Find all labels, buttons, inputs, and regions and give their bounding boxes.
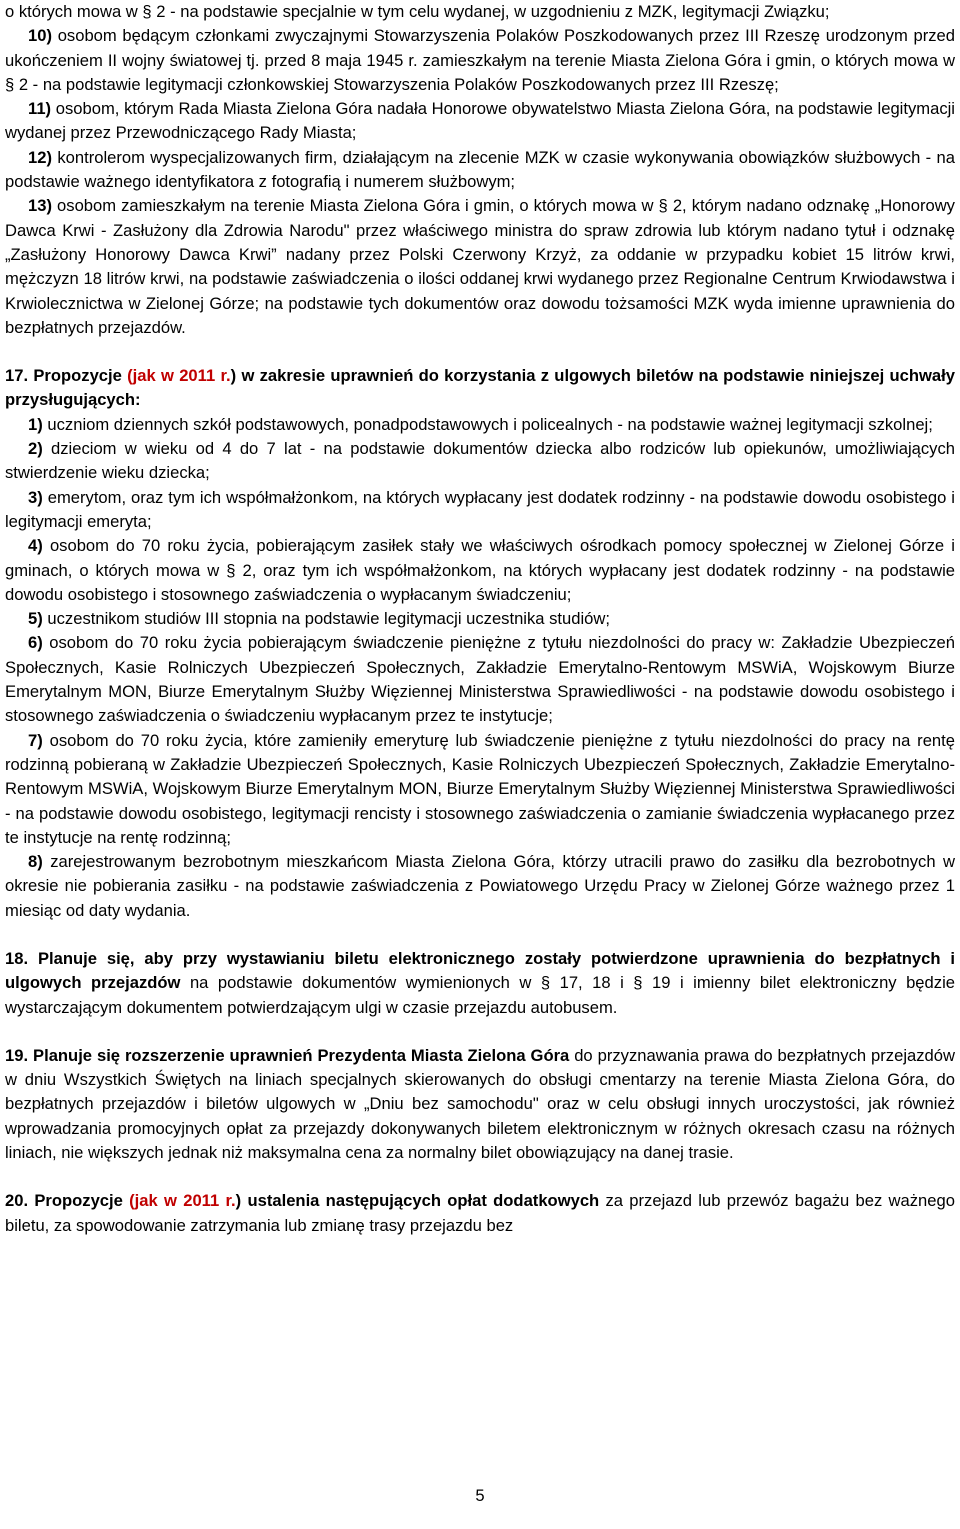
item-text: kontrolerom wyspecjalizowanych firm, działającym na zlecenie MZK w czasie wykonywania obowiązków służbowych - na podstawie ważnego identyfikatora z fotografią i numerem służbowym; bbox=[5, 147, 955, 192]
item-number: 4) bbox=[28, 536, 43, 556]
list-item bbox=[5, 534, 955, 607]
list-item bbox=[5, 413, 955, 437]
item-number: 8) bbox=[28, 852, 43, 872]
list-item-10 bbox=[5, 24, 955, 97]
section-title: ustalenia następujących opłat dodatkowych bbox=[247, 1191, 600, 1211]
list-item-11 bbox=[5, 97, 955, 146]
section-18 bbox=[5, 947, 955, 1020]
list-item bbox=[5, 729, 955, 850]
year-note: (jak w 2011 r. bbox=[127, 366, 231, 386]
item-text: osobom do 70 roku życia, pobierającym zasiłek stały we właściwych ośrodkach pomocy społecznej w Zielonej Górze i gminach, o których mowa w § 2, oraz tym ich współmałżonkom, na których wypłacany jest dodatek rodzinny - na podstawie dowodu osobistego i stosownego zaświadczenia o wypłacanym świadczeniu; bbox=[5, 536, 955, 604]
list-item bbox=[5, 486, 955, 535]
list-item bbox=[5, 850, 955, 923]
item-number: 3) bbox=[28, 487, 43, 507]
list-item bbox=[5, 607, 955, 631]
page-number: 5 bbox=[475, 1486, 485, 1505]
item-number: 7) bbox=[28, 730, 43, 750]
item-text: emerytom, oraz tym ich współmałżonkom, na których wypłacany jest dodatek rodzinny - na podstawie dowodu osobistego i legitymacji emeryta; bbox=[5, 487, 955, 531]
list-item-12 bbox=[5, 146, 955, 195]
section-19-text: do przyznawania prawa do bezpłatnych przejazdów w dniu Wszystkich Świętych na liniach specjalnych skierowanych do obsługi cmentarzy na terenie Miasta Zielona Góra, do bezpłatnych przejazdów i biletów ulgowych w „Dniu bez samochodu" oraz w celu obsługi innych uroczystości, jak również wprowadzania promocyjnych opłat za przejazdy dokonywanych biletem elektronicznym w różnych okresach czasu na różnych liniach, nie większych jednak niż maksymalna cena za normalny bilet obowiązujący na danej trasie. bbox=[5, 1045, 955, 1163]
item-text: zarejestrowanym bezrobotnym mieszkańcom Miasta Zielona Góra, którzy utracili prawo do zasiłku dla bezrobotnych w okresie nie pobierania zasiłku - na podstawie zaświadczenia z Powiatowego Urzędu Pracy w Zielonej Górze ważnego przez 1 miesiąc od daty wydania. bbox=[5, 852, 955, 920]
section-20 bbox=[5, 1189, 955, 1238]
item-text: osobom będącym członkami zwyczajnymi Stowarzyszenia Polaków Poszkodowanych przez III Rzeszę urodzonym przed ukończeniem II wojny światowej tj. przed 8 maja 1945 r. zamieszkałym na terenie Miasta Zielona Góra i gmin, o których mowa w § 2 - na podstawie legitymacji członkowskiej Stowarzyszenia Polaków Poszkodowanych przez III Rzeszę; bbox=[5, 26, 955, 94]
section-17-heading bbox=[5, 364, 955, 413]
year-note-close: ) bbox=[230, 366, 237, 386]
paragraph-continuation: o których mowa w § 2 - na podstawie specjalnie w tym celu wydanej, w uzgodnieniu z MZK, legitymacji Związku; bbox=[5, 2, 830, 21]
item-number: 12) bbox=[28, 147, 52, 167]
section-title: w zakresie uprawnień do korzystania z ulgowych biletów na podstawie niniejszej uchwały przysługujących: bbox=[5, 366, 955, 410]
section-17-list bbox=[5, 413, 955, 923]
item-number: 6) bbox=[28, 633, 43, 653]
item-number: 1) bbox=[28, 414, 43, 434]
item-number: 13) bbox=[28, 196, 52, 216]
list-item-13 bbox=[5, 194, 955, 340]
item-text: osobom do 70 roku życia, które zamieniły emeryturę lub świadczenie pieniężne z tytułu niezdolności do pracy na rentę rodzinną pobieraną w Zakładzie Ubezpieczeń Społecznych, Kasie Rolniczych Ubezpieczeń Społecznych, Zakładzie Emerytalno-Rentowym MSWiA, Wojskowym Biurze Emerytalnym MON, Biurze Emerytalnym Służby Więziennej Ministerstwa Sprawiedliwości - na podstawie dowodu osobistego, legitymacji rencisty i stosownego zaświadczenia o zamianie świadczenia wypłacanego przez te instytucje na rentę rodzinną; bbox=[5, 730, 955, 847]
section-18-text: na podstawie dokumentów wymienionych w § 17, 18 i § 19 i imienny bilet elektroniczny będzie wystarczającym dokumentem potwierdzającym ulgi w czasie przejazdu autobusem. bbox=[5, 973, 955, 1017]
year-note: (jak w 2011 r. bbox=[129, 1191, 236, 1211]
section-19-bold: 19. Planuje się rozszerzenie uprawnień Prezydenta Miasta Zielona Góra bbox=[5, 1045, 570, 1065]
section-19 bbox=[5, 1044, 955, 1165]
document-page bbox=[5, 0, 955, 1238]
item-number: 11) bbox=[28, 99, 52, 119]
item-text: osobom zamieszkałym na terenie Miasta Zielona Góra i gmin, o których mowa w § 2, którym nadano odznakę „Honorowy Dawca Krwi - Zasłużony dla Zdrowia Narodu" przez właściwego ministra do spraw zdrowia lub którym nadano tytuł i odznakę „Zasłużony Honorowy Dawca Krwi” nadany przez Polski Czerwony Krzyż, za oddanie w przypadku kobiet 15 litrów krwi, mężczyzn 18 litrów krwi, na podstawie zaświadczenia o ilości oddanej krwi wydanego przez Regionalne Centrum Krwiodawstwa i Krwiolecznictwa w Zielonej Górze; na podstawie tych dokumentów oraz dowodu tożsamości MZK wyda imienne uprawnienia do bezpłatnych przejazdów. bbox=[5, 196, 955, 337]
year-note-close: ) bbox=[235, 1191, 242, 1211]
item-number: 5) bbox=[28, 609, 43, 629]
item-text: dzieciom w wieku od 4 do 7 lat - na podstawie dokumentów dziecka albo rodziców lub opiekunów, umożliwiających stwierdzenie wieku dziecka; bbox=[5, 439, 955, 483]
item-number: 2) bbox=[28, 439, 43, 459]
section-label: 20. Propozycje bbox=[5, 1191, 123, 1211]
item-text: osobom, którym Rada Miasta Zielona Góra nadała Honorowe obywatelstwo Miasta Zielona Góra, na podstawie legitymacji wydanej przez Przewodniczącego Rady Miasta; bbox=[5, 99, 955, 143]
list-item bbox=[5, 437, 955, 486]
item-text: uczniom dziennych szkół podstawowych, ponadpodstawowych i policealnych - na podstawie ważnej legitymacji szkolnej; bbox=[47, 414, 933, 434]
section-20-text: za przejazd lub przewóz bagażu bez ważnego biletu, za spowodowanie zatrzymania lub zmianę trasy przejazdu bez bbox=[5, 1191, 955, 1235]
item-number: 10) bbox=[28, 26, 52, 46]
item-text: uczestnikom studiów III stopnia na podstawie legitymacji uczestnika studiów; bbox=[47, 609, 611, 629]
item-text: osobom do 70 roku życia pobierającym świadczenie pieniężne z tytułu niezdolności do pracy w: Zakładzie Ubezpieczeń Społecznych, Kasie Rolniczych Ubezpieczeń Społecznych, Zakładzie Emerytalno-Rentowym MSWiA, Wojskowym Biurze Emerytalnym MON, Biurze Emerytalnym Służby Więziennej Ministerstwa Sprawiedliwości - na podstawie dowodu osobistego i stosownego zaświadczenia o świadczeniu wypłacanym przez te instytucje; bbox=[5, 633, 955, 726]
list-item bbox=[5, 631, 955, 728]
section-18-bold: 18. Planuje się, aby przy wystawianiu biletu elektronicznego zostały potwierdzone uprawnienia do bezpłatnych i ulgowych przejazdów bbox=[5, 948, 955, 993]
section-label: 17. Propozycje bbox=[5, 366, 122, 386]
